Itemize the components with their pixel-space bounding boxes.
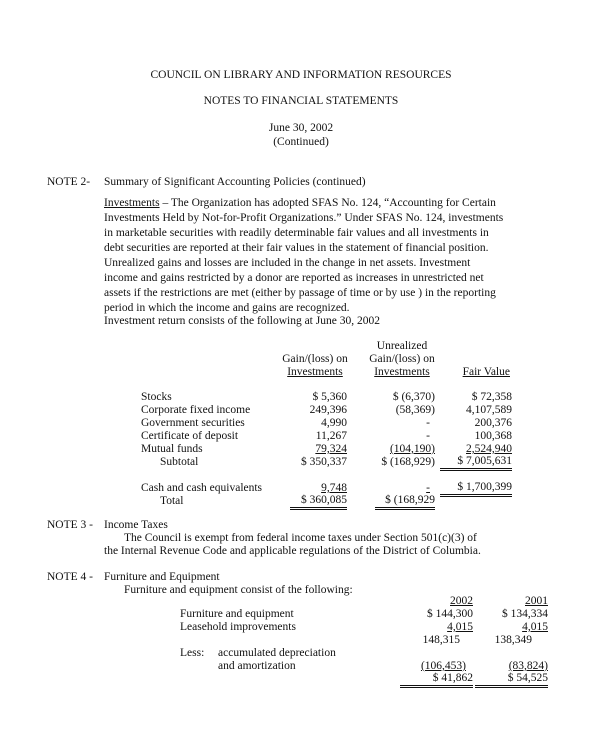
row-label: Cash and cash equivalents: [141, 482, 263, 494]
row-2002: $ 41,862: [400, 672, 473, 688]
row-fair-value: 4,107,589: [466, 404, 512, 416]
row-fair-value: 100,368: [474, 430, 512, 442]
row-gain: $ 350,337: [301, 456, 347, 468]
note4-label: NOTE 4 -: [47, 571, 93, 583]
row-2001: (83,824): [508, 660, 548, 672]
note3-title: Income Taxes: [104, 519, 168, 531]
row-unrealized: (58,369): [395, 404, 435, 416]
row-label: Stocks: [141, 391, 172, 403]
less-line2: and amortization: [218, 660, 296, 672]
row-gain: 4,990: [321, 417, 347, 429]
note3-line1: The Council is exempt from federal income taxes under Section 501(c)(3) of: [124, 532, 477, 544]
note3-line2: the Internal Revenue Code and applicable regulations of the District of Columbia.: [104, 545, 481, 557]
row-unrealized: -: [426, 417, 430, 429]
row-unrealized: $ (168,929: [375, 494, 435, 510]
less-label: Less:: [180, 647, 205, 659]
investments-text: – The Organization has adopted SFAS No. 124, “Accounting for Certain Investments Held by Not-for-Profit Organizations.” Under SFAS No. 124, investments in marketable securities with readily determinable fair values and all investments in debt securities are reported at their fair values in the statement of financial position. Unrealized gains and losses are included in the change in net assets. Investment income and gains restricted by a donor are reported as increases in unrestricted net assets if the restrictions are met (either by passage of time or by use ) in the reporting period in which the income and gains are recognized.: [104, 197, 504, 314]
row-gain: 79,324: [315, 443, 347, 455]
row-unrealized: -: [426, 430, 430, 442]
less-line1: accumulated depreciation: [218, 647, 336, 659]
col-gain-header-line1: Gain/(loss) on: [282, 353, 348, 365]
org-name: COUNCIL ON LIBRARY AND INFORMATION RESOURCES: [150, 69, 452, 81]
col-unrealized-header-line2: Investments: [374, 366, 430, 378]
row-fair-value: 2,524,940: [466, 443, 512, 455]
note3-label: NOTE 3 -: [47, 519, 93, 531]
row-2002: 148,315: [422, 634, 460, 646]
row-gain: $ 360,085: [290, 494, 347, 510]
page-title: NOTES TO FINANCIAL STATEMENTS: [203, 95, 399, 107]
row-label: Subtotal: [160, 456, 199, 468]
row-unrealized: -: [426, 482, 430, 494]
row-2001: 138,349: [494, 634, 532, 646]
row-label: Leasehold improvements: [180, 621, 296, 633]
statement-date: June 30, 2002: [268, 122, 334, 134]
row-unrealized: $ (168,929): [381, 456, 435, 468]
continued-note: (Continued): [273, 136, 329, 148]
row-gain: 11,267: [315, 430, 347, 442]
row-2001: 4,015: [522, 621, 548, 633]
row-2001: $ 54,525: [475, 672, 548, 688]
row-2002: (106,453): [420, 660, 466, 672]
row-2001: $ 134,334: [502, 608, 548, 620]
row-2002: $ 144,300: [427, 608, 473, 620]
row-2002: 4,015: [447, 621, 473, 633]
investments-paragraph: [104, 196, 504, 316]
row-label: Mutual funds: [141, 443, 203, 455]
col-unrealized-header-line0: Unrealized: [376, 340, 428, 352]
row-label: Furniture and equipment: [180, 608, 294, 620]
col-unrealized-header-line1: Gain/(loss) on: [369, 353, 435, 365]
row-gain: $ 5,360: [312, 391, 347, 403]
row-fair-value: $ 72,358: [471, 391, 512, 403]
row-label: Total: [160, 495, 184, 507]
investments-heading: Investments: [104, 197, 160, 209]
row-label: Government securities: [141, 417, 245, 429]
row-gain: 249,396: [309, 404, 347, 416]
row-unrealized: $ (6,370): [392, 391, 435, 403]
row-label: Certificate of deposit: [141, 430, 239, 442]
note2-title: Summary of Significant Accounting Policies (continued): [104, 176, 366, 188]
row-unrealized: (104,190): [389, 443, 435, 455]
col-fair-value-header: Fair Value: [462, 366, 510, 378]
note2-label: NOTE 2-: [47, 176, 91, 188]
year-2001-header: 2001: [525, 595, 548, 607]
row-gain: 9,748: [321, 482, 347, 494]
investment-return-intro: Investment return consists of the following at June 30, 2002: [104, 315, 380, 327]
col-gain-header-line2: Investments: [287, 366, 343, 378]
row-fair-value: $ 1,700,399: [440, 481, 512, 497]
year-2002-header: 2002: [450, 595, 473, 607]
note4-intro: Furniture and equipment consist of the following:: [124, 584, 353, 596]
row-fair-value: 200,376: [474, 417, 512, 429]
row-label: Corporate fixed income: [141, 404, 251, 416]
row-fair-value: $ 7,005,631: [440, 455, 512, 471]
note4-title: Furniture and Equipment: [104, 571, 220, 583]
